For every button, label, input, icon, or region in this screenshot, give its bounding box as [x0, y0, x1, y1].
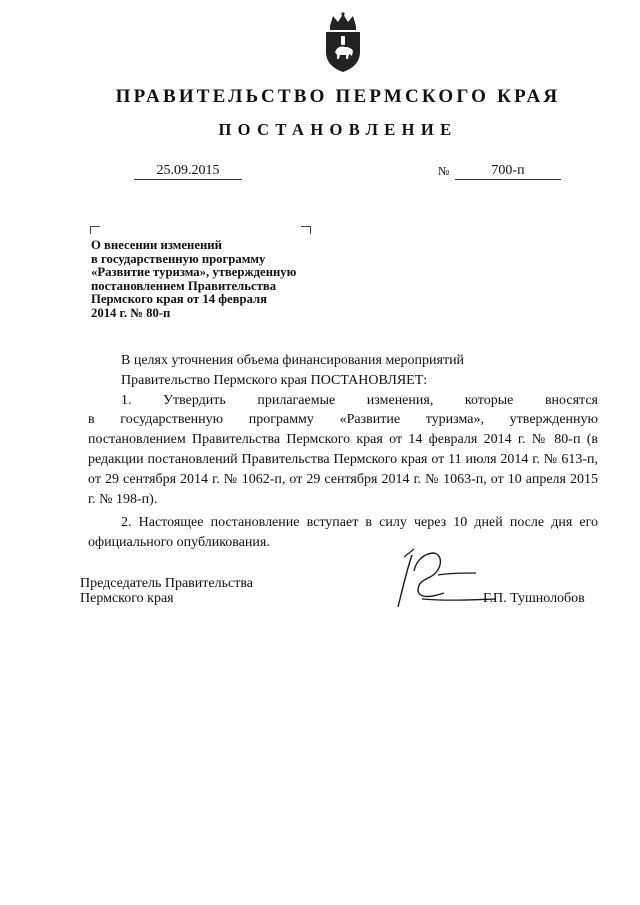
subject-line: в государственную программу — [91, 251, 266, 266]
document-subject — [91, 239, 361, 320]
coat-of-arms-icon — [318, 12, 368, 74]
subject-line: О внесении изменений — [91, 238, 222, 252]
subject-line: 2014 г. № 80-п — [91, 305, 171, 320]
subject-line: постановлением Правительства — [91, 278, 277, 293]
document-body — [88, 351, 598, 553]
subject-corner-right — [301, 226, 311, 234]
item-1-rest: постановлением Правительства Пермского края от 14 февраля 2014 г. № 80-п (в редакции постановлений Правительства Пермского края от 11 июля 2014 г. № 613-п, от 29 сентября 2014 г. № 1062-п, от 29 сентября 2014 г. № 1063-п, от 10 апреля 2015 г. № 198-п). — [88, 432, 598, 507]
preamble-line-1: В целях уточнения объема финансирования мероприятий — [121, 353, 465, 368]
document-number: 700-п — [455, 162, 561, 180]
item-2: 2. Настоящее постановление вступает в силу через 10 дней после дня его официального опубликования. — [88, 515, 598, 551]
preamble-line-2: Правительство Пермского края ПОСТАНОВЛЯЕТ: — [121, 372, 428, 388]
subject-line: «Развитие туризма», утвержденную — [91, 265, 297, 279]
item-1-second-line: в государственную программу «Развитие туризма», утвержденную — [88, 412, 598, 428]
signer-title — [80, 577, 253, 606]
document-type: ПОСТАНОВЛЕНИЕ — [218, 120, 458, 139]
number-sign: № — [438, 164, 450, 178]
signer-title-line-1: Председатель Правительства — [80, 576, 253, 591]
subject-corner-left — [90, 226, 100, 234]
signer-name: Г.П. Тушнолобов — [483, 591, 585, 606]
subject-line: Пермского края от 14 февраля — [91, 292, 268, 306]
document-date: 25.09.2015 — [134, 162, 242, 180]
organization-title: ПРАВИТЕЛЬСТВО ПЕРМСКОГО КРАЯ — [115, 86, 561, 107]
signer-title-line-2: Пермского края — [80, 590, 174, 606]
item-1-first-line: 1. Утвердить прилагаемые изменения, которые вносятся — [121, 392, 598, 408]
